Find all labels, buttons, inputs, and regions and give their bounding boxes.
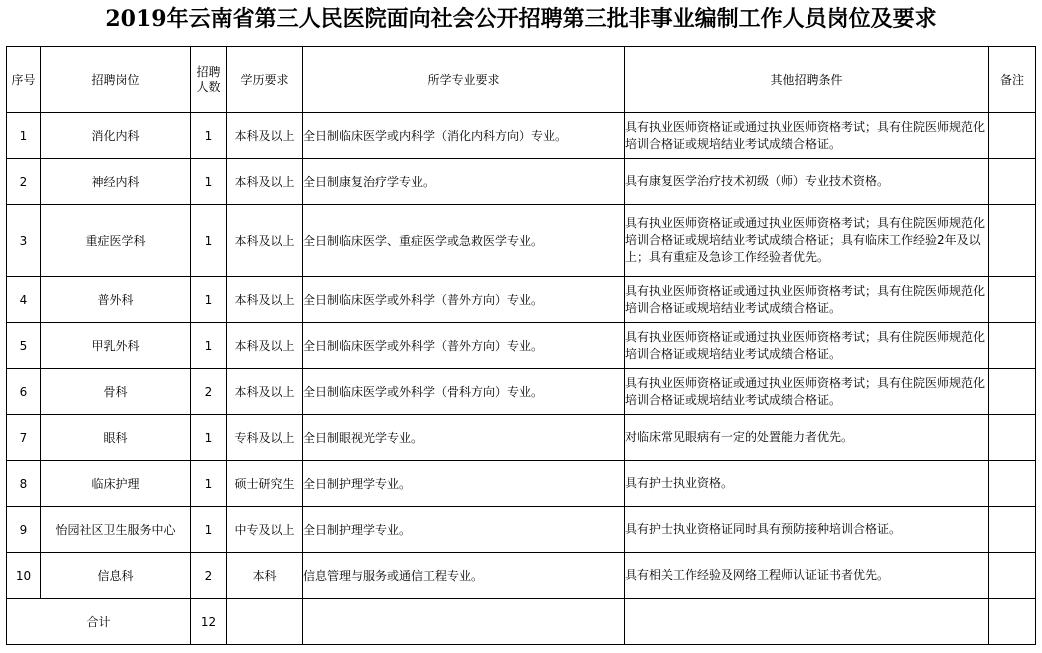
cell-remarks (989, 415, 1036, 461)
total-row (7, 599, 1036, 645)
cell-remarks (989, 369, 1036, 415)
cell-remarks (989, 113, 1036, 159)
cell-no: 1 (7, 113, 41, 159)
cell-no: 4 (7, 277, 41, 323)
cell-conditions: 具有执业医师资格证或通过执业医师资格考试；具有住院医师规范化培训合格证或规培结业考试成绩合格证。 (625, 369, 989, 415)
cell-position: 神经内科 (41, 159, 191, 205)
cell-position: 消化内科 (41, 113, 191, 159)
cell-remarks (989, 507, 1036, 553)
table-row (7, 507, 1036, 553)
cell-no: 2 (7, 159, 41, 205)
cell-conditions: 具有护士执业资格。 (625, 461, 989, 507)
cell-conditions: 具有相关工作经验及网络工程师认证证书者优先。 (625, 553, 989, 599)
cell-education: 本科及以上 (227, 369, 303, 415)
header-major: 所学专业要求 (303, 47, 625, 113)
cell-major: 全日制临床医学或外科学（普外方向）专业。 (303, 323, 625, 369)
table-row (7, 369, 1036, 415)
cell-count: 1 (191, 507, 227, 553)
cell-conditions: 具有执业医师资格证或通过执业医师资格考试；具有住院医师规范化培训合格证或规培结业考试成绩合格证。 (625, 277, 989, 323)
table-header-row (7, 47, 1036, 113)
cell-education: 本科及以上 (227, 277, 303, 323)
table-row (7, 113, 1036, 159)
header-position: 招聘岗位 (41, 47, 191, 113)
cell-count: 1 (191, 461, 227, 507)
cell-count: 2 (191, 553, 227, 599)
recruitment-table (6, 46, 1036, 645)
cell-major: 全日制临床医学或外科学（骨科方向）专业。 (303, 369, 625, 415)
cell-major: 全日制护理学专业。 (303, 461, 625, 507)
cell-education: 硕士研究生 (227, 461, 303, 507)
cell-conditions: 具有护士执业资格证同时具有预防接种培训合格证。 (625, 507, 989, 553)
total-label: 合计 (7, 599, 191, 645)
header-education: 学历要求 (227, 47, 303, 113)
cell-major: 全日制临床医学、重症医学或急救医学专业。 (303, 205, 625, 277)
cell-count: 2 (191, 369, 227, 415)
cell-education: 本科及以上 (227, 113, 303, 159)
cell-no: 6 (7, 369, 41, 415)
cell-no: 8 (7, 461, 41, 507)
header-conditions: 其他招聘条件 (625, 47, 989, 113)
cell-count: 1 (191, 205, 227, 277)
cell-conditions: 具有康复医学治疗技术初级（师）专业技术资格。 (625, 159, 989, 205)
table-row (7, 159, 1036, 205)
cell-position: 怡园社区卫生服务中心 (41, 507, 191, 553)
table-row (7, 553, 1036, 599)
table-row (7, 205, 1036, 277)
total-major-empty (303, 599, 625, 645)
cell-count: 1 (191, 323, 227, 369)
cell-education: 本科 (227, 553, 303, 599)
cell-conditions: 具有执业医师资格证或通过执业医师资格考试；具有住院医师规范化培训合格证或规培结业考试成绩合格证。 (625, 113, 989, 159)
cell-conditions: 具有执业医师资格证或通过执业医师资格考试；具有住院医师规范化培训合格证或规培结业考试成绩合格证。 (625, 323, 989, 369)
cell-position: 甲乳外科 (41, 323, 191, 369)
cell-remarks (989, 323, 1036, 369)
cell-major: 全日制康复治疗学专业。 (303, 159, 625, 205)
cell-remarks (989, 205, 1036, 277)
total-education-empty (227, 599, 303, 645)
cell-major: 全日制眼视光学专业。 (303, 415, 625, 461)
cell-no: 10 (7, 553, 41, 599)
cell-position: 骨科 (41, 369, 191, 415)
cell-remarks (989, 461, 1036, 507)
total-remarks-empty (989, 599, 1036, 645)
cell-education: 本科及以上 (227, 205, 303, 277)
cell-education: 本科及以上 (227, 323, 303, 369)
cell-major: 信息管理与服务或通信工程专业。 (303, 553, 625, 599)
cell-conditions: 具有执业医师资格证或通过执业医师资格考试；具有住院医师规范化培训合格证或规培结业考试成绩合格证；具有临床工作经验2年及以上；具有重症及急诊工作经验者优先。 (625, 205, 989, 277)
header-remarks: 备注 (989, 47, 1036, 113)
cell-no: 7 (7, 415, 41, 461)
cell-count: 1 (191, 113, 227, 159)
cell-no: 9 (7, 507, 41, 553)
cell-major: 全日制临床医学或外科学（普外方向）专业。 (303, 277, 625, 323)
header-count-line2: 人数 (196, 79, 221, 94)
cell-count: 1 (191, 159, 227, 205)
cell-major: 全日制护理学专业。 (303, 507, 625, 553)
cell-remarks (989, 553, 1036, 599)
total-count: 12 (191, 599, 227, 645)
cell-position: 信息科 (41, 553, 191, 599)
header-count (191, 47, 227, 113)
cell-major: 全日制临床医学或内科学（消化内科方向）专业。 (303, 113, 625, 159)
table-row (7, 277, 1036, 323)
header-no: 序号 (7, 47, 41, 113)
table-row (7, 415, 1036, 461)
cell-no: 3 (7, 205, 41, 277)
table-row (7, 323, 1036, 369)
table-row (7, 461, 1036, 507)
cell-education: 中专及以上 (227, 507, 303, 553)
cell-education: 专科及以上 (227, 415, 303, 461)
cell-conditions: 对临床常见眼病有一定的处置能力者优先。 (625, 415, 989, 461)
cell-remarks (989, 159, 1036, 205)
cell-position: 眼科 (41, 415, 191, 461)
cell-position: 重症医学科 (41, 205, 191, 277)
cell-remarks (989, 277, 1036, 323)
cell-count: 1 (191, 415, 227, 461)
document-title: 2019年云南省第三人民医院面向社会公开招聘第三批非事业编制工作人员岗位及要求 (105, 6, 937, 32)
cell-education: 本科及以上 (227, 159, 303, 205)
header-count-line1: 招聘 (196, 64, 221, 79)
total-conditions-empty (625, 599, 989, 645)
cell-count: 1 (191, 277, 227, 323)
cell-position: 临床护理 (41, 461, 191, 507)
cell-no: 5 (7, 323, 41, 369)
cell-position: 普外科 (41, 277, 191, 323)
